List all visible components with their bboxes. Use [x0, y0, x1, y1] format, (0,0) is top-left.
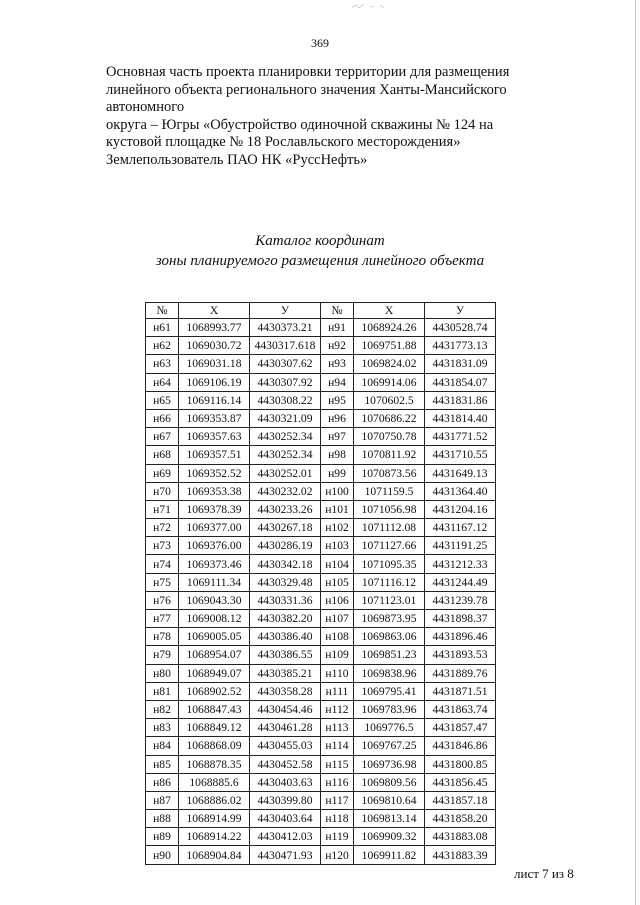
table-cell: н81: [146, 682, 179, 700]
table-cell: 4431831.09: [425, 355, 496, 373]
scan-artifact: [350, 2, 390, 10]
table-cell: 4431893.53: [425, 646, 496, 664]
table-cell: 1068868.09: [179, 737, 250, 755]
table-cell: 4431889.76: [425, 664, 496, 682]
table-cell: 4430403.63: [250, 773, 321, 791]
table-cell: 4431800.85: [425, 755, 496, 773]
header-line: кустовой площадке № 18 Рославльского месторождения»: [106, 134, 461, 150]
table-cell: 4430252.34: [250, 446, 321, 464]
page-number: 369: [311, 36, 329, 50]
table-cell: н99: [321, 464, 354, 482]
table-cell: 1068954.07: [179, 646, 250, 664]
table-cell: н77: [146, 610, 179, 628]
table-cell: н112: [321, 700, 354, 718]
table-cell: 4431204.16: [425, 500, 496, 518]
table-row: [146, 682, 496, 700]
table-row: [146, 810, 496, 828]
table-cell: 4430286.19: [250, 537, 321, 555]
column-header: У: [425, 303, 496, 319]
table-cell: н119: [321, 828, 354, 846]
table-cell: н104: [321, 555, 354, 573]
table-row: [146, 464, 496, 482]
table-cell: 4430382.20: [250, 610, 321, 628]
document-header: [106, 64, 526, 169]
table-cell: н115: [321, 755, 354, 773]
table-cell: н91: [321, 319, 354, 337]
table-row: [146, 500, 496, 518]
catalog-title-line: Каталог координат: [255, 233, 385, 249]
table-cell: 4430455.03: [250, 737, 321, 755]
table-cell: н75: [146, 573, 179, 591]
table-cell: н113: [321, 719, 354, 737]
table-cell: н82: [146, 700, 179, 718]
table-cell: 1068949.07: [179, 664, 250, 682]
table-row: [146, 373, 496, 391]
table-cell: 1068924.26: [354, 319, 425, 337]
table-cell: 4430307.92: [250, 373, 321, 391]
column-header: X: [354, 303, 425, 319]
table-cell: 4431773.13: [425, 337, 496, 355]
table-cell: 1070873.56: [354, 464, 425, 482]
header-line: Основная часть проекта планировки территории для размещения: [106, 64, 510, 80]
table-cell: 4431814.40: [425, 409, 496, 427]
table-row: [146, 355, 496, 373]
table-cell: 1069031.18: [179, 355, 250, 373]
table-cell: 1068914.99: [179, 810, 250, 828]
table-cell: 1069751.88: [354, 337, 425, 355]
table-cell: 1069377.00: [179, 519, 250, 537]
table-cell: 1069376.00: [179, 537, 250, 555]
table-cell: 4430329.48: [250, 573, 321, 591]
table-cell: 4430471.93: [250, 846, 321, 864]
table-row: [146, 664, 496, 682]
table-cell: 1068914.22: [179, 828, 250, 846]
table-cell: 4430403.64: [250, 810, 321, 828]
table-cell: 1069357.63: [179, 428, 250, 446]
table-cell: 1071127.66: [354, 537, 425, 555]
table-cell: 1068878.35: [179, 755, 250, 773]
table-cell: 1069353.87: [179, 409, 250, 427]
table-cell: 4430528.74: [425, 319, 496, 337]
table-cell: 1071056.98: [354, 500, 425, 518]
table-cell: н84: [146, 737, 179, 755]
table-row: [146, 391, 496, 409]
table-cell: н70: [146, 482, 179, 500]
table-cell: 4430399.80: [250, 791, 321, 809]
table-cell: 1070811.92: [354, 446, 425, 464]
header-line: округа – Югры «Обустройство одиночной скважины № 124 на: [106, 116, 494, 133]
table-cell: 4431167.12: [425, 519, 496, 537]
table-row: [146, 773, 496, 791]
table-cell: 1068886.02: [179, 791, 250, 809]
table-cell: 1069851.23: [354, 646, 425, 664]
sheet-label: лист 7 из 8: [514, 866, 574, 881]
table-cell: 1068902.52: [179, 682, 250, 700]
table-cell: 4430252.01: [250, 464, 321, 482]
table-row: [146, 519, 496, 537]
table-cell: 4431364.40: [425, 482, 496, 500]
table-cell: н65: [146, 391, 179, 409]
table-cell: 1071095.35: [354, 555, 425, 573]
table-cell: н69: [146, 464, 179, 482]
table-cell: 1069873.95: [354, 610, 425, 628]
table-cell: 1070750.78: [354, 428, 425, 446]
catalog-title: [0, 231, 640, 271]
table-cell: н73: [146, 537, 179, 555]
table-cell: 1068904.84: [179, 846, 250, 864]
table-cell: 4430386.55: [250, 646, 321, 664]
table-row: [146, 719, 496, 737]
table-row: [146, 337, 496, 355]
table-cell: н103: [321, 537, 354, 555]
table-cell: 4431831.86: [425, 391, 496, 409]
table-cell: 4431191.25: [425, 537, 496, 555]
table-cell: н67: [146, 428, 179, 446]
table-cell: 1069116.14: [179, 391, 250, 409]
table-cell: н117: [321, 791, 354, 809]
scan-edge-line: [635, 0, 636, 905]
table-cell: 4431649.13: [425, 464, 496, 482]
table-cell: н64: [146, 373, 179, 391]
table-cell: н89: [146, 828, 179, 846]
table-cell: н116: [321, 773, 354, 791]
table-cell: 4431846.86: [425, 737, 496, 755]
table-cell: 4431863.74: [425, 700, 496, 718]
table-cell: 4430373.21: [250, 319, 321, 337]
table-cell: н120: [321, 846, 354, 864]
table-cell: 4431244.49: [425, 573, 496, 591]
table-row: [146, 573, 496, 591]
table-cell: н79: [146, 646, 179, 664]
table-cell: н108: [321, 628, 354, 646]
table-cell: 1069813.14: [354, 810, 425, 828]
table-cell: н61: [146, 319, 179, 337]
coordinates-table: [145, 302, 496, 865]
table-cell: 1069824.02: [354, 355, 425, 373]
table-cell: 1069353.38: [179, 482, 250, 500]
table-cell: 4431239.78: [425, 591, 496, 609]
table-cell: 1069043.30: [179, 591, 250, 609]
table-cell: 1070602.5: [354, 391, 425, 409]
table-cell: 1068849.12: [179, 719, 250, 737]
table-row: [146, 555, 496, 573]
table-cell: н71: [146, 500, 179, 518]
table-cell: н62: [146, 337, 179, 355]
table-cell: 1069736.98: [354, 755, 425, 773]
table-cell: 1069357.51: [179, 446, 250, 464]
table-row: [146, 755, 496, 773]
table-cell: 4431871.51: [425, 682, 496, 700]
table-cell: н66: [146, 409, 179, 427]
table-cell: н111: [321, 682, 354, 700]
table-cell: 4431857.18: [425, 791, 496, 809]
header-line: линейного объекта регионального значения Ханты-Мансийского: [106, 81, 507, 98]
table-cell: 1069863.06: [354, 628, 425, 646]
table-row: [146, 646, 496, 664]
table-cell: н87: [146, 791, 179, 809]
table-row: [146, 791, 496, 809]
table-cell: н72: [146, 519, 179, 537]
table-cell: 4431854.07: [425, 373, 496, 391]
table-cell: 4430461.28: [250, 719, 321, 737]
table-cell: 1071159.5: [354, 482, 425, 500]
table-cell: 4430358.28: [250, 682, 321, 700]
table-cell: 4430454.46: [250, 700, 321, 718]
table-row: [146, 537, 496, 555]
table-cell: н78: [146, 628, 179, 646]
table-cell: 4430317.618: [250, 337, 321, 355]
table-row: [146, 591, 496, 609]
table-cell: н100: [321, 482, 354, 500]
table-cell: 1069005.05: [179, 628, 250, 646]
table-cell: н96: [321, 409, 354, 427]
table-row: [146, 409, 496, 427]
header-line: Землепользователь ПАО НК «РуссНефть»: [106, 151, 368, 168]
table-cell: н88: [146, 810, 179, 828]
table-cell: н95: [321, 391, 354, 409]
table-cell: 4431212.33: [425, 555, 496, 573]
table-cell: 1069795.41: [354, 682, 425, 700]
table-cell: н76: [146, 591, 179, 609]
table-cell: н68: [146, 446, 179, 464]
table-cell: 1069767.25: [354, 737, 425, 755]
table-cell: 4431896.46: [425, 628, 496, 646]
table-cell: 4430386.40: [250, 628, 321, 646]
table-cell: 1071112.08: [354, 519, 425, 537]
table-cell: н107: [321, 610, 354, 628]
table-cell: 1069838.96: [354, 664, 425, 682]
column-header: №: [146, 303, 179, 319]
table-row: [146, 737, 496, 755]
table-cell: 4431858.20: [425, 810, 496, 828]
table-cell: 4431898.37: [425, 610, 496, 628]
table-cell: 4430232.02: [250, 482, 321, 500]
table-cell: н90: [146, 846, 179, 864]
table-header-row: [146, 303, 496, 319]
table-cell: 4430307.62: [250, 355, 321, 373]
table-row: [146, 700, 496, 718]
table-cell: н101: [321, 500, 354, 518]
table-cell: 4430321.09: [250, 409, 321, 427]
table-cell: 1069909.32: [354, 828, 425, 846]
table-cell: 1069914.06: [354, 373, 425, 391]
table-row: [146, 610, 496, 628]
table-body: [146, 319, 496, 865]
table-cell: н86: [146, 773, 179, 791]
table-cell: н85: [146, 755, 179, 773]
table-cell: 4430385.21: [250, 664, 321, 682]
table-cell: 1069008.12: [179, 610, 250, 628]
table-cell: н98: [321, 446, 354, 464]
table-cell: н102: [321, 519, 354, 537]
column-header: X: [179, 303, 250, 319]
table-row: [146, 846, 496, 864]
table-cell: н80: [146, 664, 179, 682]
table-cell: 1071116.12: [354, 573, 425, 591]
table-cell: н97: [321, 428, 354, 446]
table-cell: н114: [321, 737, 354, 755]
table-cell: н63: [146, 355, 179, 373]
table-cell: 1069030.72: [179, 337, 250, 355]
table-cell: 1070686.22: [354, 409, 425, 427]
table-cell: 1069106.19: [179, 373, 250, 391]
table-cell: 4431856.45: [425, 773, 496, 791]
table-cell: 4430452.58: [250, 755, 321, 773]
table-cell: 1069111.34: [179, 573, 250, 591]
table-cell: 4431883.39: [425, 846, 496, 864]
table-cell: н83: [146, 719, 179, 737]
table-cell: 4430233.26: [250, 500, 321, 518]
table-cell: 1069783.96: [354, 700, 425, 718]
table-cell: 1068847.43: [179, 700, 250, 718]
table-cell: 1069809.56: [354, 773, 425, 791]
table-row: [146, 446, 496, 464]
table-cell: н94: [321, 373, 354, 391]
table-cell: 4430308.22: [250, 391, 321, 409]
table-cell: н118: [321, 810, 354, 828]
table-cell: н92: [321, 337, 354, 355]
table-cell: 1069378.39: [179, 500, 250, 518]
table-cell: н105: [321, 573, 354, 591]
table-cell: н110: [321, 664, 354, 682]
table-cell: 1069810.64: [354, 791, 425, 809]
table-cell: 4430252.34: [250, 428, 321, 446]
table-cell: н93: [321, 355, 354, 373]
column-header: У: [250, 303, 321, 319]
table-cell: 1068993.77: [179, 319, 250, 337]
table-cell: 1069373.46: [179, 555, 250, 573]
table-cell: н106: [321, 591, 354, 609]
table-row: [146, 482, 496, 500]
table-cell: 1068885.6: [179, 773, 250, 791]
table-row: [146, 828, 496, 846]
table-row: [146, 428, 496, 446]
table-row: [146, 628, 496, 646]
table-cell: 1069911.82: [354, 846, 425, 864]
table-cell: 4430331.36: [250, 591, 321, 609]
catalog-title-line: зоны планируемого размещения линейного объекта: [155, 253, 485, 269]
table-cell: 4431710.55: [425, 446, 496, 464]
table-cell: н109: [321, 646, 354, 664]
table-cell: 4431857.47: [425, 719, 496, 737]
table-cell: 4430267.18: [250, 519, 321, 537]
table-cell: 4431771.52: [425, 428, 496, 446]
column-header: №: [321, 303, 354, 319]
table-cell: н74: [146, 555, 179, 573]
table-cell: 4431883.08: [425, 828, 496, 846]
table-cell: 4430412.03: [250, 828, 321, 846]
header-line: автономного: [106, 99, 185, 115]
table-cell: 1071123.01: [354, 591, 425, 609]
table-cell: 1069352.52: [179, 464, 250, 482]
table-cell: 4430342.18: [250, 555, 321, 573]
table-row: [146, 319, 496, 337]
table-cell: 1069776.5: [354, 719, 425, 737]
